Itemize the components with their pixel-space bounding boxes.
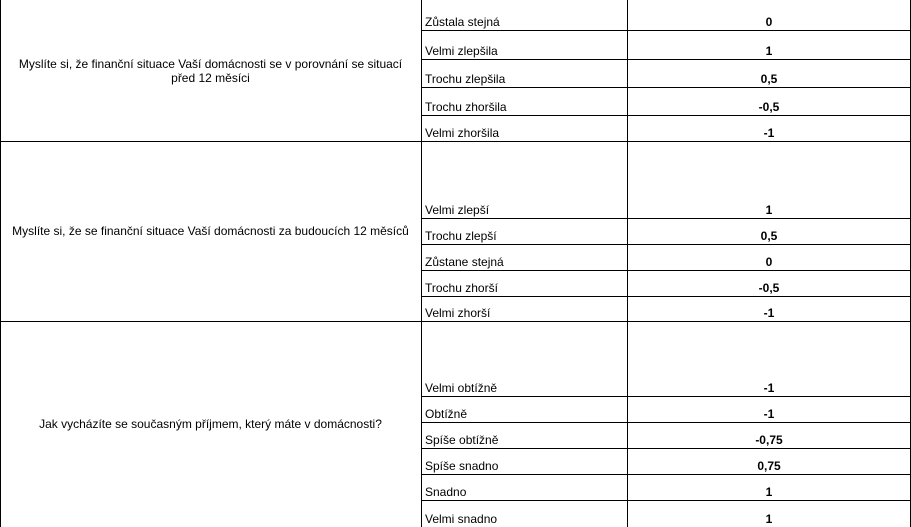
value-cell bbox=[627, 396, 911, 422]
row-divider bbox=[421, 115, 911, 116]
value-text: -1 bbox=[763, 407, 775, 421]
row-divider bbox=[421, 30, 911, 31]
answer-cell bbox=[421, 115, 627, 141]
value-text: -0,5 bbox=[758, 281, 780, 295]
value-cell bbox=[627, 244, 911, 270]
answer-cell bbox=[421, 448, 627, 474]
value-text: 0 bbox=[765, 15, 773, 29]
value-cell bbox=[627, 346, 911, 396]
value-text: -1 bbox=[763, 381, 775, 395]
question-text-2: Myslíte si, že se finanční situace Vaší domácnosti za budoucích 12 měsíců bbox=[12, 224, 409, 238]
value-cell bbox=[627, 0, 911, 30]
value-cell bbox=[627, 422, 911, 448]
answer-cell bbox=[421, 0, 627, 30]
value-cell bbox=[627, 87, 911, 115]
value-cell bbox=[627, 167, 911, 218]
row-divider bbox=[421, 87, 911, 88]
answer-cell bbox=[421, 87, 627, 115]
row-divider bbox=[421, 270, 911, 271]
row-divider bbox=[421, 396, 911, 397]
answer-cell bbox=[421, 500, 627, 527]
section-divider bbox=[0, 141, 911, 142]
value-text: 0,75 bbox=[757, 459, 781, 473]
value-text: 1 bbox=[765, 44, 773, 58]
answer-text: Velmi zlepšila bbox=[425, 44, 498, 58]
value-text: 0,5 bbox=[760, 72, 778, 86]
table-border-left bbox=[0, 0, 1, 527]
answer-cell bbox=[421, 296, 627, 321]
value-text: -0,75 bbox=[755, 433, 783, 447]
answer-text: Obtížně bbox=[425, 407, 468, 421]
row-divider bbox=[421, 59, 911, 60]
value-cell bbox=[627, 500, 911, 527]
value-cell bbox=[627, 115, 911, 141]
answer-text: Trochu zlepšila bbox=[425, 72, 506, 86]
answer-cell bbox=[421, 218, 627, 244]
value-text: 0,5 bbox=[760, 229, 778, 243]
answer-cell bbox=[421, 346, 627, 396]
value-cell bbox=[627, 474, 911, 500]
value-text: 1 bbox=[765, 512, 773, 526]
row-divider bbox=[421, 448, 911, 449]
value-text: 1 bbox=[765, 485, 773, 499]
answer-cell bbox=[421, 474, 627, 500]
value-text: 1 bbox=[765, 203, 773, 217]
value-cell bbox=[627, 141, 911, 167]
answer-text: Spíše obtížně bbox=[425, 433, 499, 447]
answer-cell bbox=[421, 167, 627, 218]
answer-text: Trochu zhoršila bbox=[425, 100, 507, 114]
answer-text: Zůstane stejná bbox=[425, 255, 504, 269]
answer-text: Velmi obtížně bbox=[425, 381, 498, 395]
answer-cell bbox=[421, 270, 627, 296]
value-cell bbox=[627, 218, 911, 244]
value-text: -1 bbox=[763, 306, 775, 320]
row-divider bbox=[421, 474, 911, 475]
row-divider bbox=[421, 422, 911, 423]
answer-text: Velmi zhorší bbox=[425, 306, 491, 320]
value-cell bbox=[627, 448, 911, 474]
question-text-3: Jak vycházíte se současným příjmem, který máte v domácnosti? bbox=[39, 417, 382, 431]
answer-cell bbox=[421, 396, 627, 422]
answer-text: Velmi snadno bbox=[425, 512, 498, 526]
answer-cell bbox=[421, 141, 627, 167]
answer-text: Spíše snadno bbox=[425, 459, 499, 473]
value-text: -1 bbox=[763, 126, 775, 140]
value-cell bbox=[627, 296, 911, 321]
answer-cell bbox=[421, 422, 627, 448]
value-cell bbox=[627, 270, 911, 296]
value-text: -0,5 bbox=[758, 100, 780, 114]
answer-cell bbox=[421, 244, 627, 270]
answer-text: Trochu zlepší bbox=[425, 229, 497, 243]
row-divider bbox=[421, 218, 911, 219]
answer-cell bbox=[421, 30, 627, 59]
answer-cell bbox=[421, 321, 627, 346]
answer-text: Velmi zlepší bbox=[425, 203, 490, 217]
answer-text: Zůstala stejná bbox=[425, 15, 500, 29]
question-cell-3 bbox=[0, 321, 421, 527]
row-divider bbox=[421, 296, 911, 297]
value-cell bbox=[627, 59, 911, 87]
answer-cell bbox=[421, 59, 627, 87]
value-cell bbox=[627, 30, 911, 59]
answer-text: Snadno bbox=[425, 485, 467, 499]
question-cell-1 bbox=[0, 0, 421, 141]
value-text: 0 bbox=[765, 255, 773, 269]
value-cell bbox=[627, 321, 911, 346]
row-divider bbox=[421, 244, 911, 245]
section-divider bbox=[0, 321, 911, 322]
answer-text: Velmi zhoršila bbox=[425, 126, 500, 140]
question-text-1: Myslíte si, že finanční situace Vaší domácnosti se v porovnání se situací před 12 měsíci bbox=[18, 56, 403, 85]
question-cell-2 bbox=[0, 141, 421, 321]
row-divider bbox=[421, 500, 911, 501]
answer-text: Trochu zhorší bbox=[425, 281, 498, 295]
